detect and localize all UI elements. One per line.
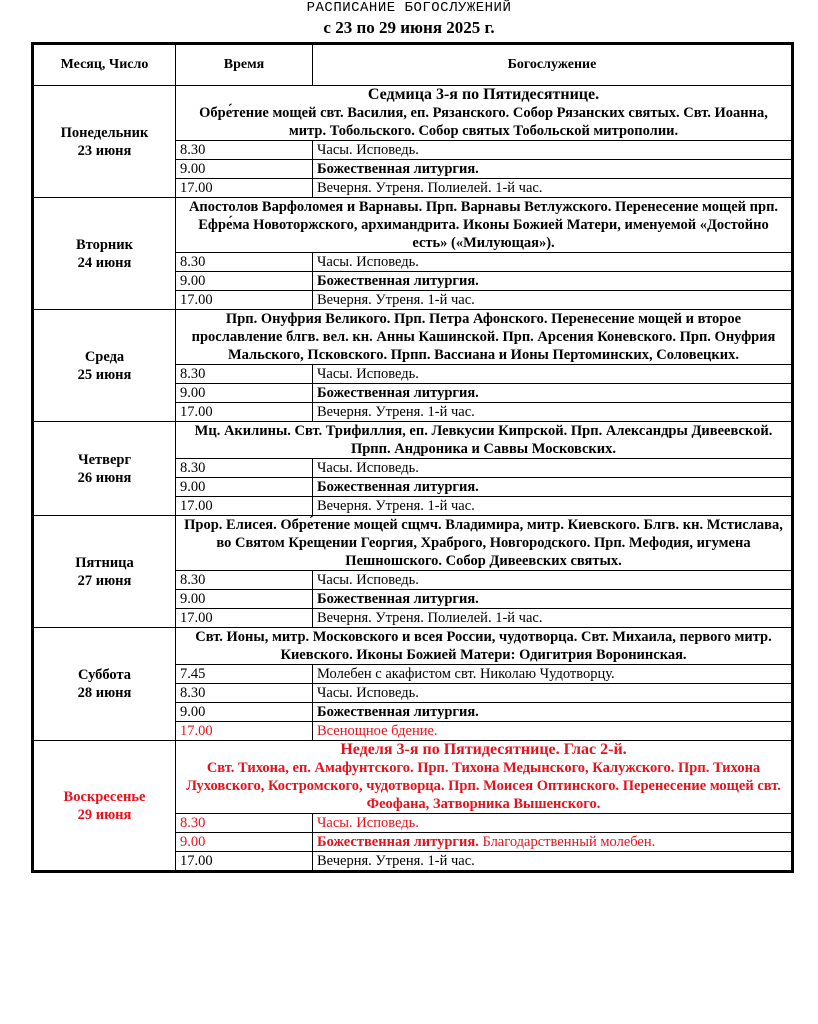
feast-title-main: Неделя 3-я по Пятидесятнице. Глас 2-й. — [340, 741, 627, 758]
service-time: 8.30 — [176, 365, 313, 384]
service-time: 17.00 — [176, 497, 313, 516]
weekday: Среда — [84, 348, 125, 365]
col-header-time: Время — [176, 44, 313, 86]
day-cell — [33, 516, 176, 628]
feast-title-text: Обре́тение мощей свт. Василия, еп. Рязанского. Собор Рязанских святых. Свт. Иоанна, митр. Тобольского. Собор святых Тобольской митрополии. — [199, 105, 768, 139]
service-time: 9.00 — [176, 272, 313, 291]
weekday: Вторник — [76, 236, 133, 253]
service-name: Божественная литургия. — [313, 703, 793, 722]
service-time: 8.30 — [176, 253, 313, 272]
weekday: Суббота — [77, 667, 132, 683]
service-name: Божественная литургия. — [313, 478, 793, 497]
service-name: Часы. Исповедь. — [313, 571, 793, 590]
service-time: 8.30 — [176, 459, 313, 478]
day-block-monday — [33, 86, 793, 198]
service-name-bold: Божественная литургия. — [317, 834, 479, 850]
service-name: Часы. Исповедь. — [313, 684, 793, 703]
day-block-friday — [33, 516, 793, 628]
service-name: Вечерня. Утреня. 1-й час. — [313, 291, 793, 310]
day-cell — [33, 86, 176, 198]
day-cell — [33, 741, 176, 872]
service-time: 17.00 — [176, 403, 313, 422]
weekday: Четверг — [77, 451, 132, 468]
day-block-saturday — [33, 628, 793, 741]
service-time: 17.00 — [176, 609, 313, 628]
feast-title: Мц. Акилины. Свт. Трифиллия, еп. Левкусии Кипрской. Прп. Александры Дивеевской. Прпп. Андроника и Саввы Московских. — [176, 422, 793, 459]
service-time: 17.00 — [176, 722, 313, 741]
day-block-thursday — [33, 422, 793, 516]
service-name: Божественная литургия. — [313, 272, 793, 291]
service-name: Вечерня. Утреня. 1-й час. — [313, 403, 793, 422]
day-cell — [33, 198, 176, 310]
day-cell — [33, 422, 176, 516]
service-name: Божественная литургия. — [313, 384, 793, 403]
feast-title — [176, 86, 793, 141]
service-name: Вечерня. Утреня. Полиелей. 1-й час. — [313, 179, 793, 198]
service-time: 8.30 — [176, 571, 313, 590]
col-header-date: Месяц, Число — [33, 44, 176, 86]
weekday: Пятница — [75, 554, 134, 571]
day-block-sunday — [33, 741, 793, 872]
service-time: 9.00 — [176, 703, 313, 722]
service-time: 9.00 — [176, 478, 313, 497]
day-block-wednesday — [33, 310, 793, 422]
service-name: Вечерня. Утреня. 1-й час. — [313, 497, 793, 516]
day-date: 25 июня — [77, 366, 132, 383]
service-name: Всенощное бдение. — [313, 722, 793, 741]
service-name: Божественная литургия. — [313, 160, 793, 179]
service-name: Часы. Исповедь. — [313, 459, 793, 478]
schedule-heading: РАСПИСАНИЕ БОГОСЛУЖЕНИЙ — [306, 0, 512, 16]
day-date: 26 июня — [77, 469, 132, 486]
col-header-service: Богослужение — [313, 44, 793, 86]
date-range: с 23 по 29 июня 2025 г. — [323, 18, 495, 37]
service-time: 9.00 — [176, 384, 313, 403]
schedule-table — [31, 42, 794, 873]
service-time: 9.00 — [176, 833, 313, 852]
day-date: 23 июня — [77, 142, 132, 159]
service-time: 8.30 — [176, 814, 313, 833]
service-name-extra: Благодарственный молебен. — [482, 834, 656, 850]
header-row — [33, 44, 793, 86]
service-name: Часы. Исповедь. — [313, 141, 793, 160]
service-time: 17.00 — [176, 291, 313, 310]
feast-title: Апостолов Варфоломея и Варнавы. Прп. Варнавы Ветлужского. Перенесение мощей прп. Ефре́ма Новоторжского, архимандрита. Иконы Божией Матери, именуемой «Достойно есть» («Милующая»). — [176, 198, 793, 253]
service-time: 9.00 — [176, 590, 313, 609]
day-cell — [33, 310, 176, 422]
feast-title: Прор. Елисея. Обре́тение мощей сщмч. Владимира, митр. Киевского. Блгв. кн. Мстислава, во Святом Крещении Георгия, Храброго, Новгородского. Прп. Мефодия, игумена Пешношского. Собор Дивеевских святых. — [176, 516, 793, 571]
feast-title: Свт. Ионы, митр. Московского и всея России, чудотворца. Свт. Михаила, первого митр. Киевского. Иконы Божией Матери: Одигитрия Воронинская. — [176, 628, 793, 665]
service-name: Молебен с акафистом свт. Николаю Чудотворцу. — [313, 665, 793, 684]
service-name: Божественная литургия. — [313, 590, 793, 609]
day-cell — [33, 628, 176, 741]
day-date: 29 июня — [77, 806, 132, 823]
service-time: 8.30 — [176, 141, 313, 160]
weekday: Понедельник — [60, 124, 149, 141]
feast-title-main: Седмица 3-я по Пятидесятнице. — [367, 86, 600, 103]
service-name: Часы. Исповедь. — [313, 253, 793, 272]
day-date: 24 июня — [77, 254, 132, 271]
service-name: Вечерня. Утреня. Полиелей. 1-й час. — [313, 609, 793, 628]
weekday: Воскресенье — [63, 788, 146, 805]
service-name: Часы. Исповедь. — [313, 365, 793, 384]
day-date: 28 июня — [77, 685, 132, 701]
service-name: Часы. Исповедь. — [313, 814, 793, 833]
feast-title: Прп. Онуфрия Великого. Прп. Петра Афонского. Перенесение мощей и второе прославление блгв. вел. кн. Анны Кашинской. Прп. Арсения Коневского. Прп. Онуфрия Мальского, Псковского. Прпп. Вассиана и Ионы Пертоминских, Соловецких. — [176, 310, 793, 365]
day-block-tuesday — [33, 198, 793, 310]
day-date: 27 июня — [77, 572, 132, 589]
service-time: 8.30 — [176, 684, 313, 703]
feast-title-text: Свт. Тихона, еп. Амафунтского. Прп. Тихона Медынского, Калужского. Прп. Тихона Луховского, Костромского, чудотворца. Прп. Моисея Оптинского. Перенесение мощей свт. Феофана, Затворника Вышенского. — [186, 760, 781, 812]
service-name: Вечерня. Утреня. 1-й час. — [313, 852, 793, 872]
service-time: 17.00 — [176, 852, 313, 872]
feast-title — [176, 741, 793, 814]
service-time: 9.00 — [176, 160, 313, 179]
service-name — [313, 833, 793, 852]
service-time: 17.00 — [176, 179, 313, 198]
service-time: 7.45 — [176, 665, 313, 684]
